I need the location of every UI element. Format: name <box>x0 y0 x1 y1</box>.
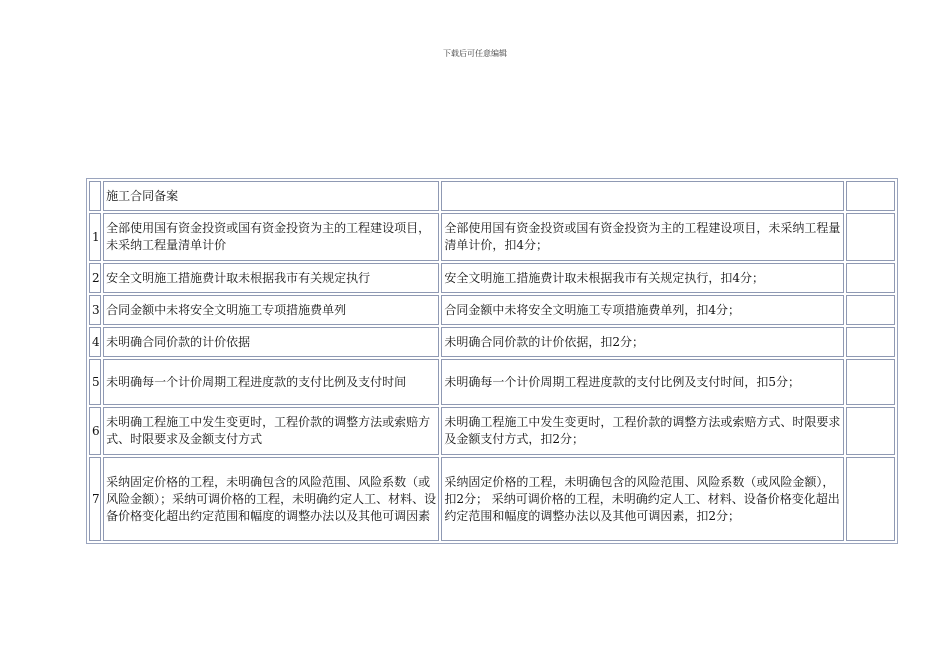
row-item: 安全文明施工措施费计取未根据我市有关规定执行 <box>103 263 439 293</box>
header-title-cell: 施工合同备案 <box>103 181 439 211</box>
row-item: 未明确合同价款的计价依据 <box>103 327 439 357</box>
row-extra <box>846 407 895 455</box>
row-item: 未明确每一个计价周期工程进度款的支付比例及支付时间 <box>103 359 439 405</box>
row-num: 2 <box>89 263 101 293</box>
row-deduction: 未明确合同价款的计价依据，扣2分； <box>441 327 844 357</box>
row-extra <box>846 295 895 325</box>
table-row <box>89 407 895 455</box>
row-num: 4 <box>89 327 101 357</box>
row-num: 1 <box>89 213 101 261</box>
row-deduction: 未明确每一个计价周期工程进度款的支付比例及支付时间，扣5分； <box>441 359 844 405</box>
row-extra <box>846 457 895 541</box>
page-header-note: 下载后可任意编辑 <box>443 49 507 58</box>
row-deduction: 安全文明施工措施费计取未根据我市有关规定执行，扣4分； <box>441 263 844 293</box>
header-extra-cell <box>846 181 895 211</box>
row-item: 合同金额中未将安全文明施工专项措施费单列 <box>103 295 439 325</box>
row-num: 7 <box>89 457 101 541</box>
table-row <box>89 263 895 293</box>
row-extra <box>846 213 895 261</box>
row-deduction: 采纳固定价格的工程，未明确包含的风险范围、风险系数（或风险金额），扣2分； 采纳可调价格的工程，未明确约定人工、材料、设备价格变化超出约定范围和幅度的调整办法以及其他可调因素，扣2分； <box>441 457 844 541</box>
row-extra <box>846 263 895 293</box>
row-num: 6 <box>89 407 101 455</box>
row-extra <box>846 327 895 357</box>
header-num-cell <box>89 181 101 211</box>
row-extra <box>846 359 895 405</box>
row-deduction: 全部使用国有资金投资或国有资金投资为主的工程建设项目，未采纳工程量清单计价，扣4分； <box>441 213 844 261</box>
table-header-row <box>89 181 895 211</box>
table-row <box>89 359 895 405</box>
header-deduction-cell <box>441 181 844 211</box>
row-deduction: 未明确工程施工中发生变更时，工程价款的调整方法或索赔方式、时限要求及金额支付方式，扣2分； <box>441 407 844 455</box>
row-num: 5 <box>89 359 101 405</box>
table-row <box>89 457 895 541</box>
row-item: 采纳固定价格的工程，未明确包含的风险范围、风险系数（或风险金额）；采纳可调价格的工程，未明确约定人工、材料、设备价格变化超出约定范围和幅度的调整办法以及其他可调因素 <box>103 457 439 541</box>
row-deduction: 合同金额中未将安全文明施工专项措施费单列，扣4分； <box>441 295 844 325</box>
table-row <box>89 295 895 325</box>
table-row <box>89 327 895 357</box>
table-row <box>89 213 895 261</box>
contract-filing-table <box>86 178 898 544</box>
row-num: 3 <box>89 295 101 325</box>
row-item: 未明确工程施工中发生变更时，工程价款的调整方法或索赔方式、时限要求及金额支付方式 <box>103 407 439 455</box>
row-item: 全部使用国有资金投资或国有资金投资为主的工程建设项目，未采纳工程量清单计价 <box>103 213 439 261</box>
